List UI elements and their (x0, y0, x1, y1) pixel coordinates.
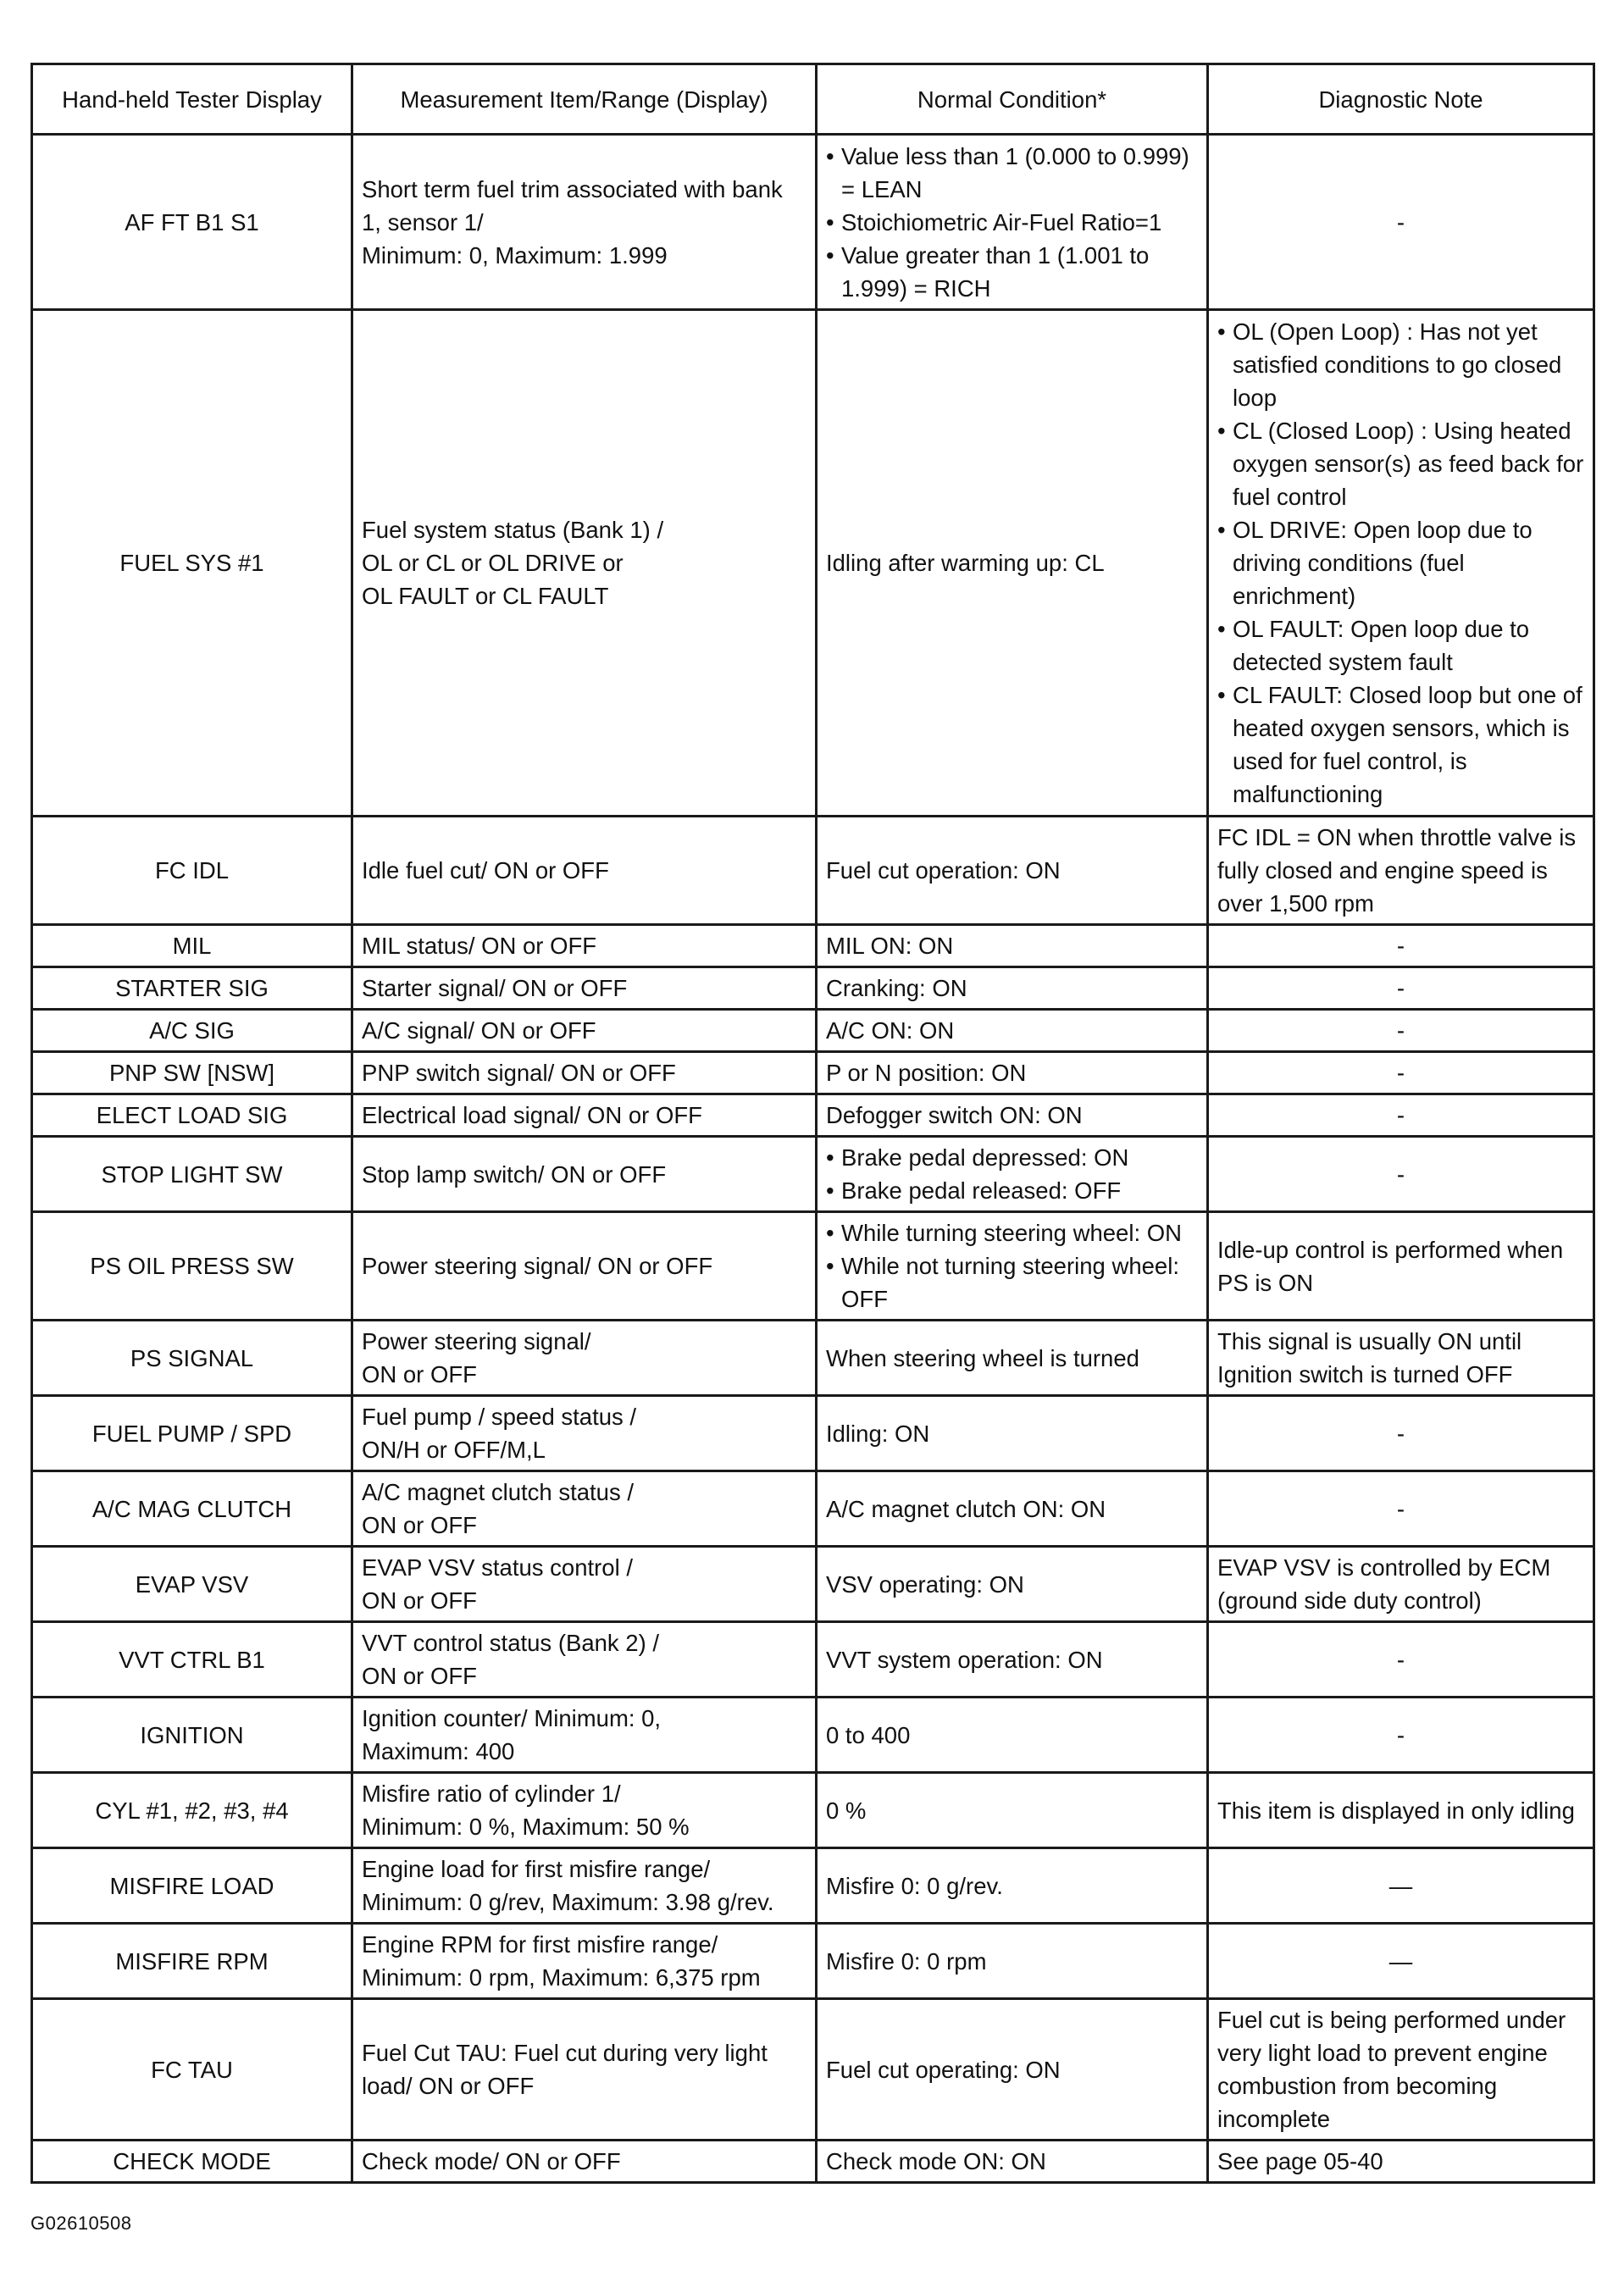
measurement-item-cell (352, 1321, 817, 1396)
table-row (32, 1622, 1594, 1698)
normal-condition-cell (817, 135, 1208, 310)
tester-display-text: MISFIRE RPM (115, 1947, 269, 1975)
item-line: Maximum: 400 (362, 1738, 515, 1764)
note-line: Idle-up control is performed when PS is ON (1217, 1236, 1564, 1296)
normal-condition-cell (817, 1547, 1208, 1622)
measurement-item-cell (352, 967, 817, 1010)
header-measurement-item: Measurement Item/Range (Display) (352, 64, 817, 135)
measurement-item-cell (352, 1052, 817, 1094)
normal-line: Cranking: ON (826, 975, 967, 1001)
item-line: Stop lamp switch/ ON or OFF (362, 1160, 667, 1188)
measurement-item-cell (352, 1471, 817, 1547)
table-row (32, 1999, 1594, 2141)
tester-display-text: CYL #1, #2, #3, #4 (95, 1797, 289, 1824)
item-line: PNP switch signal/ ON or OFF (362, 1060, 676, 1086)
diagnostic-note-cell (1208, 1471, 1594, 1547)
table-row (32, 1212, 1594, 1321)
normal-line: Check mode ON: ON (826, 2148, 1046, 2174)
diagnostic-note-cell (1208, 310, 1594, 817)
table-row (32, 2141, 1594, 2183)
diagnostic-note-cell (1208, 1052, 1594, 1094)
measurement-item-cell (352, 1924, 817, 1999)
tester-display-text: EVAP VSV (135, 1570, 249, 1598)
normal-line: VSV operating: ON (826, 1570, 1024, 1598)
tester-display-cell (32, 1321, 352, 1396)
normal-condition-cell (817, 310, 1208, 817)
measurement-item-cell (352, 1848, 817, 1924)
tester-display-text: FUEL SYS #1 (119, 550, 264, 576)
normal-line: MIL ON: ON (826, 933, 954, 959)
item-line: Short term fuel trim associated with bank 1, sensor 1/ (362, 175, 783, 235)
table-row (32, 1094, 1594, 1137)
normal-line: Misfire 0: 0 g/rev. (826, 1872, 1003, 1899)
tester-display-text: PS OIL PRESS SW (90, 1253, 294, 1279)
diagnostic-note-cell (1208, 1137, 1594, 1212)
note-line: - (1396, 1060, 1405, 1086)
tester-display-text: STARTER SIG (115, 975, 269, 1001)
item-line: A/C signal/ ON or OFF (362, 1017, 596, 1044)
diagnostic-note-cell (1208, 1773, 1594, 1848)
normal-condition-cell (817, 967, 1208, 1010)
normal-line: P or N position: ON (826, 1060, 1027, 1086)
item-line: OL FAULT or CL FAULT (362, 583, 609, 609)
header-diagnostic-note: Diagnostic Note (1208, 64, 1594, 135)
item-line: VVT control status (Bank 2) / (362, 1630, 660, 1656)
diagnostic-note-cell (1208, 1622, 1594, 1698)
measurement-item-cell (352, 2141, 817, 2183)
table-row (32, 1321, 1594, 1396)
item-line: A/C magnet clutch status / (362, 1479, 634, 1505)
normal-bullet-list (826, 1141, 1198, 1207)
normal-condition-cell (817, 1094, 1208, 1137)
measurement-item-cell (352, 1698, 817, 1773)
table-body (32, 135, 1594, 2183)
tester-display-text: AF FT B1 S1 (125, 208, 259, 235)
measurement-item-cell (352, 310, 817, 817)
normal-condition-cell (817, 1212, 1208, 1321)
table-row (32, 1396, 1594, 1471)
note-line: FC IDL = ON when throttle valve is fully closed and engine speed is over 1,500 rpm (1217, 824, 1577, 917)
item-line: OL or CL or OL DRIVE or (362, 550, 624, 576)
item-line: ON/H or OFF/M,L (362, 1437, 546, 1463)
tester-display-cell (32, 135, 352, 310)
tester-display-cell (32, 1094, 352, 1137)
normal-line: A/C magnet clutch ON: ON (826, 1495, 1106, 1522)
tester-display-text: PNP SW [NSW] (108, 1060, 275, 1086)
table-row (32, 1848, 1594, 1924)
diagnostic-note-cell (1208, 1321, 1594, 1396)
diagnostic-note-cell (1208, 1094, 1594, 1137)
normal-condition-cell (817, 2141, 1208, 2183)
normal-condition-cell (817, 1773, 1208, 1848)
normal-line: A/C ON: ON (826, 1017, 955, 1044)
item-line: ON or OFF (362, 1361, 477, 1387)
normal-bullet-item: • While not turning steering wheel: OFF (826, 1249, 1198, 1315)
normal-line: Idling: ON (826, 1420, 930, 1447)
table-row (32, 1010, 1594, 1052)
tester-display-text: A/C SIG (149, 1017, 235, 1044)
measurement-item-cell (352, 1622, 817, 1698)
item-line: MIL status/ ON or OFF (362, 933, 597, 959)
table-row (32, 1547, 1594, 1622)
normal-bullet-item: • Brake pedal depressed: ON (826, 1141, 1198, 1174)
normal-bullet-item: • Brake pedal released: OFF (826, 1174, 1198, 1207)
normal-line: 0 to 400 (826, 1721, 911, 1748)
item-line: Engine load for first misfire range/ (362, 1856, 711, 1882)
note-line: - (1396, 1646, 1405, 1673)
note-line: — (1388, 1872, 1413, 1899)
measurement-item-cell (352, 817, 817, 925)
table-row (32, 817, 1594, 925)
table-row (32, 1924, 1594, 1999)
normal-condition-cell (817, 817, 1208, 925)
diagnostic-note-cell (1208, 817, 1594, 925)
item-line: Minimum: 0, Maximum: 1.999 (362, 241, 668, 269)
spec-table-sheet (30, 63, 1593, 2184)
item-line: Idle fuel cut/ ON or OFF (362, 857, 609, 883)
normal-condition-cell (817, 1471, 1208, 1547)
item-line: Starter signal/ ON or OFF (362, 975, 628, 1001)
tester-display-text: IGNITION (140, 1721, 244, 1748)
tester-display-cell (32, 1547, 352, 1622)
measurement-item-cell (352, 1137, 817, 1212)
item-line: ON or OFF (362, 1587, 477, 1614)
diagnostic-note-cell (1208, 1010, 1594, 1052)
note-line: — (1388, 1947, 1413, 1975)
note-bullet-item: • OL (Open Loop) : Has not yet satisfied conditions to go closed loop (1217, 315, 1584, 414)
measurement-item-cell (352, 1212, 817, 1321)
tester-display-text: FC TAU (151, 2056, 233, 2083)
tester-display-text: STOP LIGHT SW (101, 1160, 283, 1188)
tester-display-cell (32, 1999, 352, 2141)
item-line: Engine RPM for first misfire range/ (362, 1931, 718, 1958)
tester-display-table (30, 63, 1595, 2184)
table-row (32, 967, 1594, 1010)
tester-display-text: VVT CTRL B1 (119, 1646, 265, 1673)
note-bullet-item: • OL DRIVE: Open loop due to driving conditions (fuel enrichment) (1217, 513, 1584, 612)
normal-condition-cell (817, 1137, 1208, 1212)
diagnostic-note-cell (1208, 1547, 1594, 1622)
normal-line: 0 % (826, 1797, 867, 1824)
tester-display-cell (32, 2141, 352, 2183)
header-normal-condition: Normal Condition* (817, 64, 1208, 135)
tester-display-cell (32, 1773, 352, 1848)
normal-condition-cell (817, 1848, 1208, 1924)
item-line: Electrical load signal/ ON or OFF (362, 1102, 702, 1128)
normal-line: When steering wheel is turned (826, 1344, 1139, 1371)
tester-display-cell (32, 1396, 352, 1471)
tester-display-cell (32, 1212, 352, 1321)
tester-display-cell (32, 310, 352, 817)
table-row (32, 1773, 1594, 1848)
normal-bullet-item: • Value greater than 1 (1.001 to 1.999) = RICH (826, 239, 1198, 305)
note-line: - (1396, 1160, 1405, 1188)
tester-display-cell (32, 1848, 352, 1924)
item-line: ON or OFF (362, 1512, 477, 1538)
item-line: Check mode/ ON or OFF (362, 2148, 621, 2174)
tester-display-cell (32, 1010, 352, 1052)
diagnostic-note-cell (1208, 925, 1594, 967)
normal-line: Fuel cut operating: ON (826, 2056, 1061, 2083)
tester-display-text: PS SIGNAL (130, 1344, 254, 1371)
tester-display-cell (32, 1924, 352, 1999)
normal-line: Fuel cut operation: ON (826, 857, 1061, 883)
tester-display-cell (32, 1622, 352, 1698)
normal-condition-cell (817, 1698, 1208, 1773)
diagnostic-note-cell (1208, 1698, 1594, 1773)
normal-line: VVT system operation: ON (826, 1646, 1103, 1673)
item-line: Fuel Cut TAU: Fuel cut during very light load/ ON or OFF (362, 2040, 768, 2099)
normal-condition-cell (817, 1396, 1208, 1471)
note-bullet-list (1217, 315, 1584, 811)
measurement-item-cell (352, 1773, 817, 1848)
normal-bullet-item: • While turning steering wheel: ON (826, 1216, 1198, 1249)
diagnostic-note-cell (1208, 967, 1594, 1010)
tester-display-text: MISFIRE LOAD (109, 1872, 274, 1899)
item-line: Power steering signal/ ON or OFF (362, 1253, 713, 1279)
normal-condition-cell (817, 925, 1208, 967)
note-line: - (1396, 1721, 1405, 1748)
normal-line: Idling after warming up: CL (826, 550, 1105, 576)
tester-display-cell (32, 1052, 352, 1094)
table-row (32, 1471, 1594, 1547)
figure-code: G02610508 (30, 2213, 132, 2234)
tester-display-cell (32, 1698, 352, 1773)
tester-display-text: FC IDL (154, 857, 230, 883)
measurement-item-cell (352, 1010, 817, 1052)
diagnostic-note-cell (1208, 1212, 1594, 1321)
tester-display-cell (32, 967, 352, 1010)
note-line: - (1396, 1420, 1405, 1447)
normal-bullet-list (826, 1216, 1198, 1315)
normal-bullet-item: • Stoichiometric Air-Fuel Ratio=1 (826, 206, 1198, 239)
note-bullet-item: • OL FAULT: Open loop due to detected system fault (1217, 612, 1584, 679)
table-row (32, 1698, 1594, 1773)
item-line: Ignition counter/ Minimum: 0, (362, 1705, 662, 1731)
note-line: Fuel cut is being performed under very light load to prevent engine combustion from becoming incomplete (1217, 2007, 1566, 2132)
note-line: This item is displayed in only idling (1217, 1797, 1575, 1824)
note-line: See page 05-40 (1217, 2148, 1383, 2174)
item-line: Minimum: 0 g/rev, Maximum: 3.98 g/rev. (362, 1889, 774, 1915)
table-header-row (32, 64, 1594, 135)
note-line: - (1396, 975, 1405, 1001)
normal-bullet-list (826, 140, 1198, 305)
tester-display-text: FUEL PUMP / SPD (91, 1420, 292, 1447)
measurement-item-cell (352, 1999, 817, 2141)
note-line: This signal is usually ON until Ignition switch is turned OFF (1217, 1328, 1522, 1387)
diagnostic-note-cell (1208, 1924, 1594, 1999)
diagnostic-note-cell (1208, 1848, 1594, 1924)
measurement-item-cell (352, 925, 817, 967)
item-line: Power steering signal/ (362, 1328, 591, 1354)
item-line: Minimum: 0 %, Maximum: 50 % (362, 1814, 690, 1840)
normal-condition-cell (817, 1010, 1208, 1052)
item-line: ON or OFF (362, 1663, 477, 1689)
note-line: - (1396, 933, 1405, 959)
normal-bullet-item: • Value less than 1 (0.000 to 0.999) = LEAN (826, 140, 1198, 206)
diagnostic-note-cell (1208, 1999, 1594, 2141)
measurement-item-cell (352, 135, 817, 310)
tester-display-text: ELECT LOAD SIG (96, 1102, 288, 1128)
normal-line: Misfire 0: 0 rpm (826, 1947, 987, 1975)
note-bullet-item: • CL FAULT: Closed loop but one of heated oxygen sensors, which is used for fuel control, is malfunctioning (1217, 679, 1584, 811)
item-line: Minimum: 0 rpm, Maximum: 6,375 rpm (362, 1964, 761, 1991)
diagnostic-note-cell (1208, 2141, 1594, 2183)
tester-display-cell (32, 1137, 352, 1212)
tester-display-cell (32, 817, 352, 925)
diagnostic-note-cell (1208, 1396, 1594, 1471)
tester-display-text: A/C MAG CLUTCH (91, 1495, 292, 1522)
item-line: Misfire ratio of cylinder 1/ (362, 1781, 621, 1807)
table-row (32, 925, 1594, 967)
item-line: Fuel system status (Bank 1) / (362, 517, 664, 543)
table-row (32, 135, 1594, 310)
note-line: - (1396, 1102, 1405, 1128)
note-line: EVAP VSV is controlled by ECM (ground side duty control) (1217, 1554, 1551, 1614)
measurement-item-cell (352, 1547, 817, 1622)
table-row (32, 1052, 1594, 1094)
tester-display-text: CHECK MODE (113, 2148, 271, 2174)
table-row (32, 310, 1594, 817)
tester-display-cell (32, 1471, 352, 1547)
note-bullet-item: • CL (Closed Loop) : Using heated oxygen sensor(s) as feed back for fuel control (1217, 414, 1584, 513)
note-line: - (1396, 1495, 1405, 1522)
item-line: Fuel pump / speed status / (362, 1404, 637, 1430)
normal-condition-cell (817, 1924, 1208, 1999)
measurement-item-cell (352, 1094, 817, 1137)
normal-line: Defogger switch ON: ON (826, 1102, 1083, 1128)
header-tester-display: Hand-held Tester Display (32, 64, 352, 135)
item-line: EVAP VSV status control / (362, 1554, 633, 1581)
tester-display-text: MIL (172, 933, 212, 959)
normal-condition-cell (817, 1321, 1208, 1396)
normal-condition-cell (817, 1052, 1208, 1094)
normal-condition-cell (817, 1999, 1208, 2141)
normal-condition-cell (817, 1622, 1208, 1698)
tester-display-cell (32, 925, 352, 967)
measurement-item-cell (352, 1396, 817, 1471)
diagnostic-note-cell (1208, 135, 1594, 310)
table-row (32, 1137, 1594, 1212)
note-line: - (1396, 1017, 1405, 1044)
note-line: - (1396, 208, 1405, 235)
